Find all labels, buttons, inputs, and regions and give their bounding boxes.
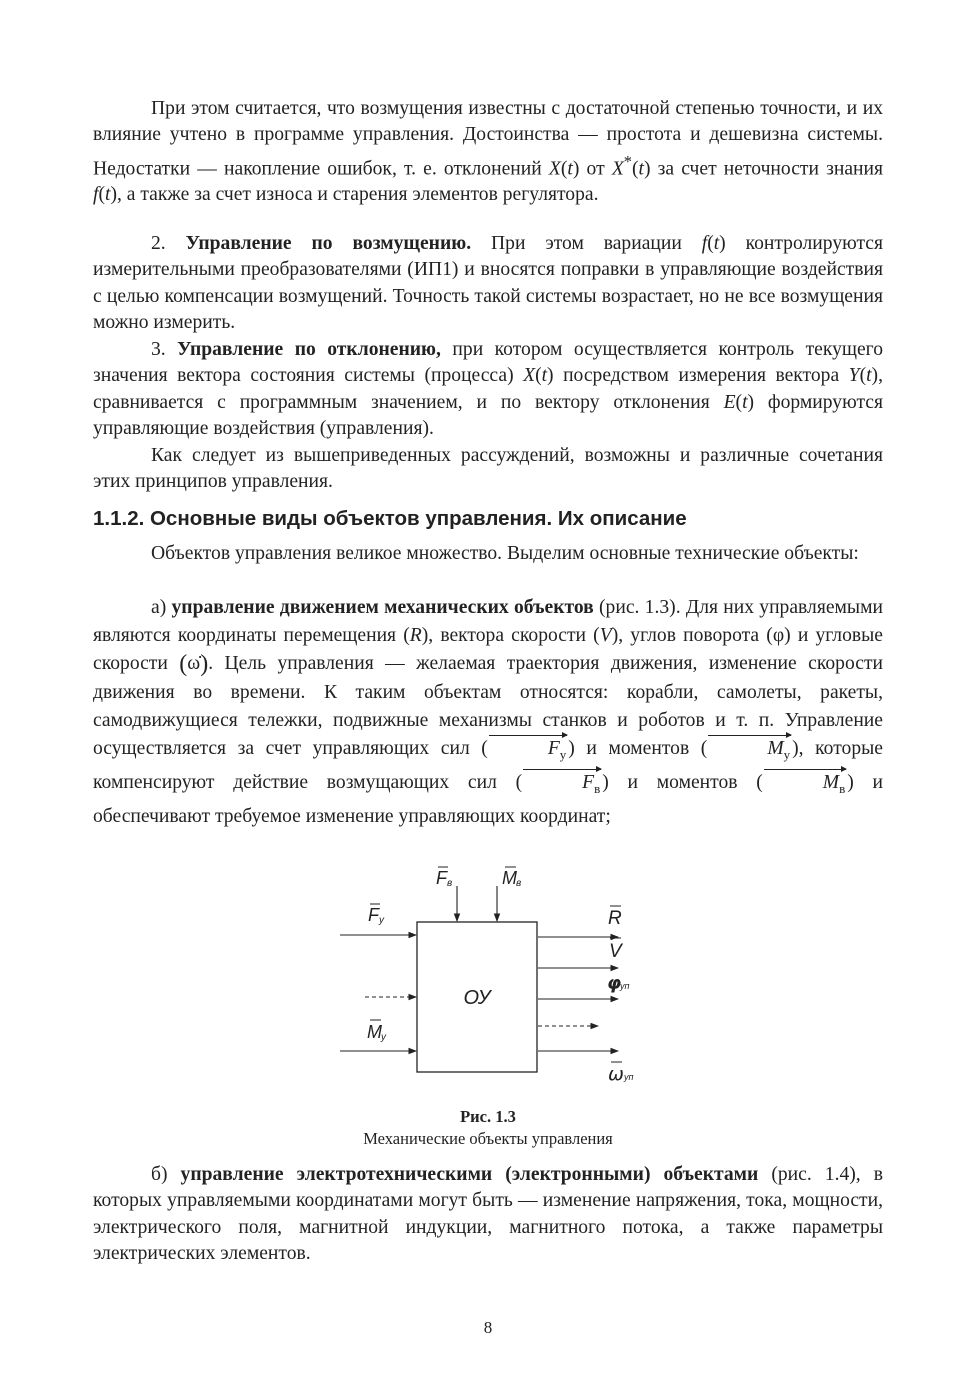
paragraph-1: [93, 96, 883, 209]
text-span: (: [535, 365, 542, 387]
text-span: (рис. 1.4), в которых управляемыми координатами могут быть — изменение напряжения, тока, мощности, электрического поля, магнитной индукции, маг: [93, 1164, 883, 1238]
page-number: 8: [483, 1318, 493, 1337]
text-span: (рис. 1.3). Для них управляемыми являются координаты перемещения (: [93, 597, 883, 647]
vec-letter: M: [822, 772, 840, 794]
var-v: V: [599, 625, 612, 647]
var-x: X: [548, 158, 561, 180]
paragraph-6: [93, 594, 883, 831]
vector-m-disturbance: [763, 769, 847, 803]
text-span: ) и моментов (: [568, 738, 708, 760]
text-span: ), которые компенсируют действие возмущающих сил (: [93, 738, 883, 794]
text-span: ), вектора скорости (: [421, 625, 600, 647]
block-label: ОУ: [463, 987, 491, 1009]
var-omega-dot: ω̇: [187, 653, 201, 675]
label-fb-letter: F: [436, 868, 447, 888]
text-span: клонения: [631, 391, 724, 413]
text-span: ) за счет неточности знания: [643, 158, 883, 180]
label-my-sub: у: [381, 1032, 386, 1043]
label-omega-letter: ω: [608, 1063, 624, 1085]
text-span: ) контролируются измерительными преобразователями (ИП1) и вносятся поправки в управляю: [93, 233, 884, 281]
figure-caption-subtitle: Механические объекты управления: [363, 1129, 613, 1148]
section-heading: 1.1.2. Основные виды объектов управления. Их описание: [93, 507, 687, 530]
vec-subscript: в: [839, 781, 846, 797]
var-t: t: [866, 365, 872, 387]
text-span: ) и моментов (: [602, 772, 763, 794]
vector-f-control: [488, 735, 568, 769]
label-fb-sub: в: [447, 878, 453, 889]
label-fy-sub: у: [379, 915, 384, 926]
bold-term-mechanical: управление движением механических объектов: [171, 597, 594, 618]
var-y: Y: [848, 365, 860, 387]
text-span: ), а также за счет износа и старе: [110, 184, 378, 206]
label-mb-letter: M: [502, 868, 517, 888]
paragraph-4-text: Как следует из вышеприведенных рассуждений, возможны и различные сочетания этих принципов управления.: [93, 445, 883, 493]
text-span: ) и обеспечивают требуемое изменение управляющих координат;: [93, 772, 883, 828]
text-span: ), сравнивается с программным значением, и по вектору от: [93, 365, 883, 413]
paragraph-2: [93, 231, 883, 336]
list-letter: б): [151, 1164, 181, 1185]
bold-term-disturbance-control: Управление по возмущению.: [185, 233, 472, 254]
text-span: ) посредством из: [547, 365, 697, 387]
text-span: ) формируются управляющие воздействия (управления).: [93, 391, 883, 439]
bold-term-electrical: управление электротехническими (электронными) объектами: [180, 1164, 759, 1185]
paragraph-5-text: Объектов управления великое множество. Выделим основные технические объекты:: [151, 543, 859, 564]
list-letter: а): [151, 597, 172, 618]
label-phi-sub: уп: [620, 981, 630, 991]
var-x-star: X: [611, 158, 624, 180]
list-number: 2.: [151, 233, 186, 254]
text-span: (: [859, 365, 867, 387]
var-t: t: [104, 184, 111, 206]
var-e: E: [723, 391, 736, 413]
text-span: ектория движения, изменение скорости движения во времени. К таким объек: [93, 653, 883, 703]
superscript-star: *: [623, 151, 632, 171]
vec-letter: F: [582, 772, 595, 794]
paragraph-4: [93, 443, 883, 496]
vector-f-disturbance: [522, 769, 602, 803]
label-mb-sub: в: [516, 878, 522, 889]
text-span: ) от: [572, 158, 612, 180]
var-t: t: [742, 391, 748, 413]
text-span: (: [98, 184, 105, 206]
vector-m-control: [707, 735, 792, 769]
label-v: V: [609, 941, 622, 962]
text-span: щие воздействия с целью компенсации возмущений. Точность такой системы возрастает, но не все возмущения можно измерить.: [93, 259, 883, 333]
paragraph-3: [93, 337, 883, 442]
paren-right: ): [200, 651, 209, 678]
vec-subscript: у: [783, 746, 791, 762]
var-f: f: [701, 233, 708, 254]
figure-caption-title: Рис. 1.3: [460, 1107, 516, 1126]
var-t: t: [713, 233, 720, 254]
text-span: ные механизмы станков и роботов и т. п. Управление осуществляется за счет управляющих сил (: [93, 709, 883, 760]
vec-letter: M: [767, 738, 784, 760]
var-t: t: [638, 158, 644, 180]
text-span: . Цель управления — желаемая тра: [208, 653, 535, 675]
var-t: t: [567, 158, 573, 180]
text-span: ), углов поворота (φ) и угловые скорости: [93, 625, 883, 675]
text-span: стота и дешевизна системы. Недостатки — накопление ошибок, т. е. отклоне: [93, 124, 883, 180]
label-omega-sub: уп: [624, 1072, 634, 1082]
vec-subscript: в: [594, 781, 601, 797]
vec-letter: F: [547, 738, 560, 760]
text-span: при котором осуществляется контроль текущего значения вектора состояния системы (процесса): [93, 339, 883, 387]
bold-term-deviation-control: Управление по отклонению,: [177, 339, 441, 360]
text-span: ния элементов регулятора.: [377, 184, 599, 206]
text-span: мерения вектора: [696, 365, 849, 387]
text-span: (: [560, 158, 568, 180]
text-span: там относятся: корабли, самолеты, ракеты, самодвижущиеся тележки, подвиж: [93, 681, 883, 731]
text-span: ний: [510, 158, 549, 180]
label-r: R: [608, 908, 622, 929]
paren-left: (: [179, 651, 188, 678]
text-span: (: [631, 158, 639, 180]
var-f: f: [93, 184, 99, 206]
list-number: 3.: [151, 339, 178, 360]
var-t: t: [541, 365, 548, 387]
text-span: нитного потока, а также параметры электрических элементов.: [93, 1216, 883, 1264]
var-x: X: [523, 365, 536, 387]
label-fy-letter: F: [368, 905, 379, 925]
paragraph-7: [93, 1162, 883, 1267]
figure-mechanical-object-diagram: [330, 858, 650, 1090]
text-span: При этом вариации: [471, 233, 702, 254]
text-span: При этом считается, что возмущения известны с достаточной степенью точности, и их влияние учтено в программе управления. Достоинства — про: [93, 98, 883, 146]
label-my-letter: M: [367, 1022, 382, 1042]
text-span: (: [735, 391, 743, 413]
vec-subscript: у: [559, 746, 567, 762]
label-phi-letter: φ: [607, 973, 622, 994]
var-r: R: [409, 625, 422, 647]
paragraph-5: [93, 541, 883, 567]
text-span: (: [707, 233, 714, 254]
